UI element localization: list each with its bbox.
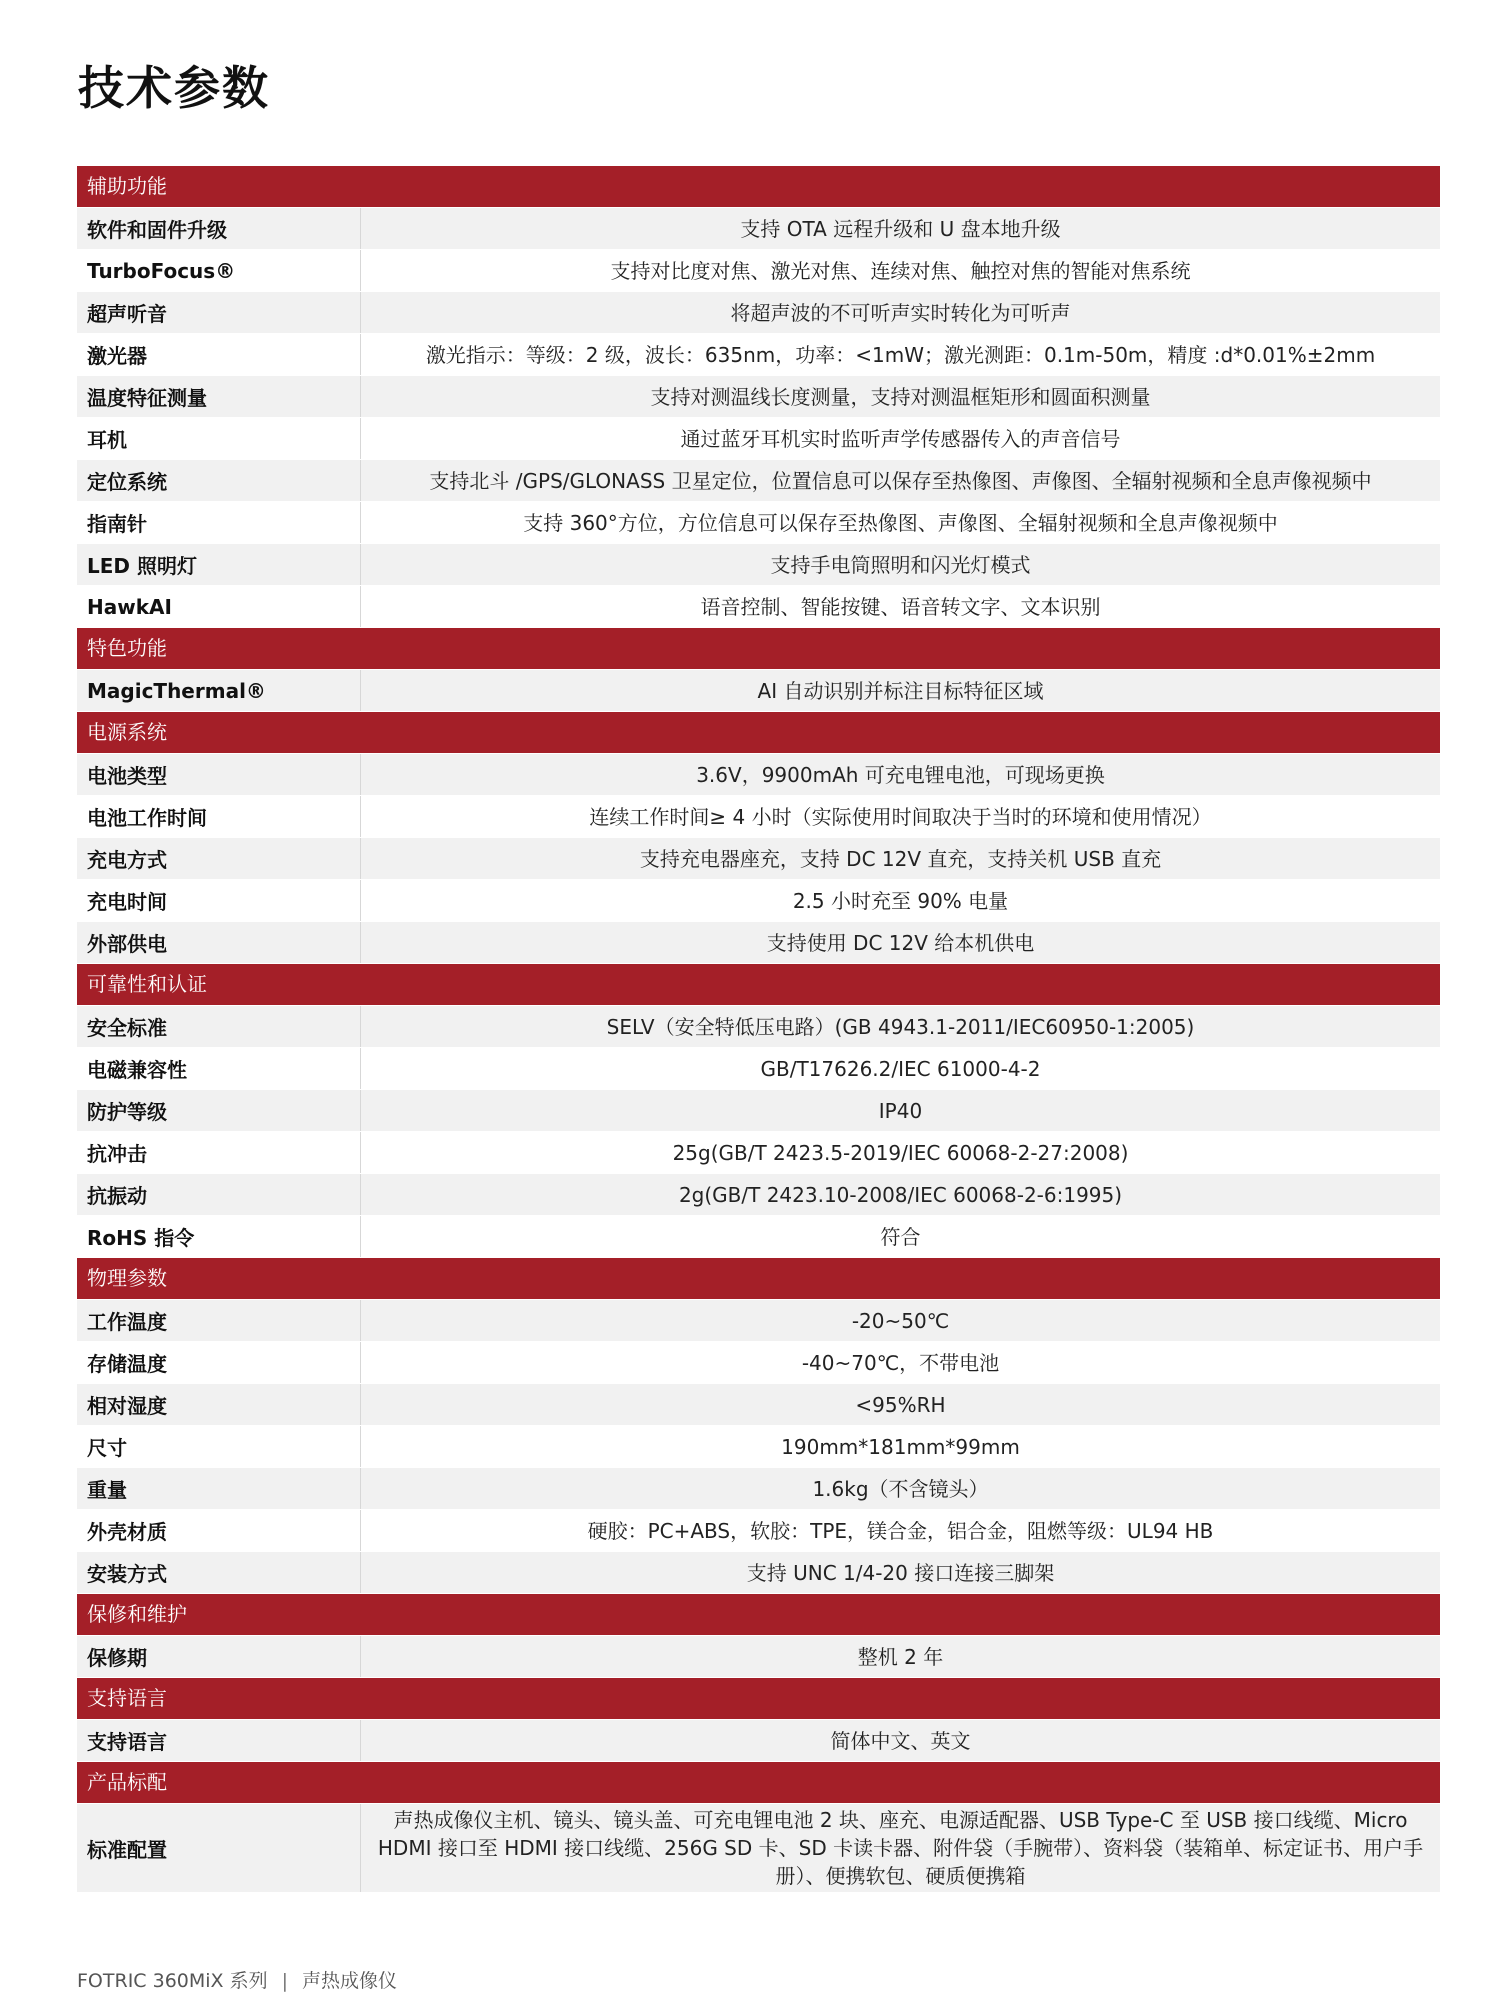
section-header: 保修和维护 <box>77 1594 1440 1635</box>
spec-value: 符合 <box>360 1216 1440 1257</box>
spec-row <box>77 1006 1440 1047</box>
spec-label: 定位系统 <box>87 470 167 494</box>
spec-row <box>77 1384 1440 1425</box>
spec-row <box>77 1426 1440 1467</box>
spec-label: RoHS 指令 <box>87 1226 195 1250</box>
section-header: 特色功能 <box>77 628 1440 669</box>
spec-label: 尺寸 <box>87 1436 127 1460</box>
spec-row <box>77 1468 1440 1509</box>
spec-value: 支持北斗 /GPS/GLONASS 卫星定位，位置信息可以保存至热像图、声像图、全辐射视频和全息声像视频中 <box>360 460 1440 501</box>
spec-label: 外部供电 <box>87 932 167 956</box>
spec-label: 支持语言 <box>87 1730 167 1754</box>
spec-label: 电磁兼容性 <box>87 1058 187 1082</box>
spec-value: 整机 2 年 <box>360 1636 1440 1677</box>
spec-label: 相对湿度 <box>87 1394 167 1418</box>
spec-value: <95%RH <box>360 1384 1440 1425</box>
spec-label: 防护等级 <box>87 1100 167 1124</box>
spec-label: LED 照明灯 <box>87 554 197 578</box>
spec-label: 外壳材质 <box>87 1520 167 1544</box>
section-rows <box>77 1720 1440 1761</box>
spec-row <box>77 250 1440 291</box>
spec-row <box>77 670 1440 711</box>
section-rows <box>77 1300 1440 1593</box>
spec-row <box>77 1510 1440 1551</box>
section-rows <box>77 754 1440 963</box>
spec-label: 耳机 <box>87 428 127 452</box>
spec-row <box>77 586 1440 627</box>
spec-label: 充电方式 <box>87 848 167 872</box>
spec-row <box>77 1636 1440 1677</box>
spec-value: 支持对测温线长度测量，支持对测温框矩形和圆面积测量 <box>360 376 1440 417</box>
page-title: 技术参数 <box>78 61 270 115</box>
section-header: 辅助功能 <box>77 166 1440 207</box>
spec-row <box>77 1804 1440 1892</box>
spec-row <box>77 1048 1440 1089</box>
spec-value: 通过蓝牙耳机实时监听声学传感器传入的声音信号 <box>360 418 1440 459</box>
spec-row <box>77 838 1440 879</box>
spec-label: 工作温度 <box>87 1310 167 1334</box>
spec-row <box>77 880 1440 921</box>
spec-label: MagicThermal® <box>87 678 266 703</box>
spec-label: 标准配置 <box>87 1837 167 1862</box>
section-rows <box>77 1636 1440 1677</box>
spec-label: 抗冲击 <box>87 1142 147 1166</box>
spec-value: 支持使用 DC 12V 给本机供电 <box>360 922 1440 963</box>
spec-row <box>77 922 1440 963</box>
spec-label: 存储温度 <box>87 1352 167 1376</box>
spec-label: 电池工作时间 <box>87 806 207 830</box>
spec-value: AI 自动识别并标注目标特征区域 <box>360 670 1440 711</box>
section-header: 支持语言 <box>77 1678 1440 1719</box>
spec-label: 温度特征测量 <box>87 386 207 410</box>
spec-row <box>77 418 1440 459</box>
spec-label: 重量 <box>87 1478 127 1502</box>
spec-row <box>77 460 1440 501</box>
spec-label: 指南针 <box>87 512 147 536</box>
spec-row <box>77 1342 1440 1383</box>
spec-value: 2.5 小时充至 90% 电量 <box>360 880 1440 921</box>
spec-label: 激光器 <box>87 344 147 368</box>
spec-row <box>77 1132 1440 1173</box>
section-header: 产品标配 <box>77 1762 1440 1803</box>
footer-category: 声热成像仪 <box>302 1970 398 1992</box>
section-header: 电源系统 <box>77 712 1440 753</box>
spec-value: 将超声波的不可听声实时转化为可听声 <box>360 292 1440 333</box>
spec-table <box>77 166 1440 1893</box>
spec-row <box>77 208 1440 249</box>
spec-label: 安全标准 <box>87 1016 167 1040</box>
spec-value: -20~50℃ <box>360 1300 1440 1341</box>
spec-label: 电池类型 <box>87 764 167 788</box>
spec-label: 保修期 <box>87 1646 147 1670</box>
spec-value: 支持 360°方位，方位信息可以保存至热像图、声像图、全辐射视频和全息声像视频中 <box>360 502 1440 543</box>
spec-label: 安装方式 <box>87 1562 167 1586</box>
section-header: 物理参数 <box>77 1258 1440 1299</box>
spec-row <box>77 754 1440 795</box>
spec-row <box>77 1174 1440 1215</box>
spec-value: GB/T17626.2/IEC 61000-4-2 <box>360 1048 1440 1089</box>
spec-value: -40~70℃，不带电池 <box>360 1342 1440 1383</box>
spec-row <box>77 334 1440 375</box>
spec-value: 支持充电器座充，支持 DC 12V 直充，支持关机 USB 直充 <box>360 838 1440 879</box>
spec-value: 3.6V，9900mAh 可充电锂电池，可现场更换 <box>360 754 1440 795</box>
section-rows <box>77 670 1440 711</box>
section-header: 可靠性和认证 <box>77 964 1440 1005</box>
spec-value: 25g(GB/T 2423.5-2019/IEC 60068-2-27:2008) <box>360 1132 1440 1173</box>
spec-value: 连续工作时间≥ 4 小时（实际使用时间取决于当时的环境和使用情况） <box>360 796 1440 837</box>
page-footer <box>77 1966 397 1993</box>
spec-row <box>77 1300 1440 1341</box>
spec-value: 支持 OTA 远程升级和 U 盘本地升级 <box>360 208 1440 249</box>
spec-row <box>77 544 1440 585</box>
section-rows <box>77 1006 1440 1257</box>
spec-row <box>77 1552 1440 1593</box>
spec-label: HawkAI <box>87 594 172 619</box>
spec-row <box>77 796 1440 837</box>
spec-row <box>77 1216 1440 1257</box>
spec-value: 声热成像仪主机、镜头、镜头盖、可充电锂电池 2 块、座充、电源适配器、USB Type-C 至 USB 接口线缆、Micro HDMI 接口至 HDMI 接口线缆、256G SD 卡、SD 卡读卡器、附件袋（手腕带）、资料袋（装箱单、标定证书、用户手册）、便携软包、硬质便携箱 <box>360 1804 1440 1892</box>
spec-value: SELV（安全特低压电路）(GB 4943.1-2011/IEC60950-1:2005) <box>360 1006 1440 1047</box>
spec-label: 超声听音 <box>87 302 167 326</box>
section-rows <box>77 1804 1440 1892</box>
spec-value: 简体中文、英文 <box>360 1720 1440 1761</box>
section-rows <box>77 208 1440 627</box>
spec-label: TurboFocus® <box>87 258 236 283</box>
spec-value: 硬胶：PC+ABS，软胶：TPE，镁合金，铝合金，阻燃等级：UL94 HB <box>360 1510 1440 1551</box>
spec-value: 激光指示：等级：2 级，波长：635nm，功率：<1mW；激光测距：0.1m-50m，精度 :d*0.01%±2mm <box>360 334 1440 375</box>
spec-value: 190mm*181mm*99mm <box>360 1426 1440 1467</box>
spec-value: 语音控制、智能按键、语音转文字、文本识别 <box>360 586 1440 627</box>
footer-product: FOTRIC 360MiX 系列 <box>77 1970 268 1992</box>
spec-value: IP40 <box>360 1090 1440 1131</box>
spec-label: 抗振动 <box>87 1184 147 1208</box>
spec-row <box>77 292 1440 333</box>
spec-value: 支持 UNC 1/4-20 接口连接三脚架 <box>360 1552 1440 1593</box>
spec-value: 1.6kg（不含镜头） <box>360 1468 1440 1509</box>
spec-label: 软件和固件升级 <box>87 218 227 242</box>
spec-value: 支持对比度对焦、激光对焦、连续对焦、触控对焦的智能对焦系统 <box>360 250 1440 291</box>
spec-label: 充电时间 <box>87 890 167 914</box>
footer-separator: | <box>281 1970 289 1992</box>
spec-row <box>77 376 1440 417</box>
spec-value: 支持手电筒照明和闪光灯模式 <box>360 544 1440 585</box>
spec-row <box>77 502 1440 543</box>
spec-row <box>77 1720 1440 1761</box>
spec-value: 2g(GB/T 2423.10-2008/IEC 60068-2-6:1995) <box>360 1174 1440 1215</box>
spec-row <box>77 1090 1440 1131</box>
